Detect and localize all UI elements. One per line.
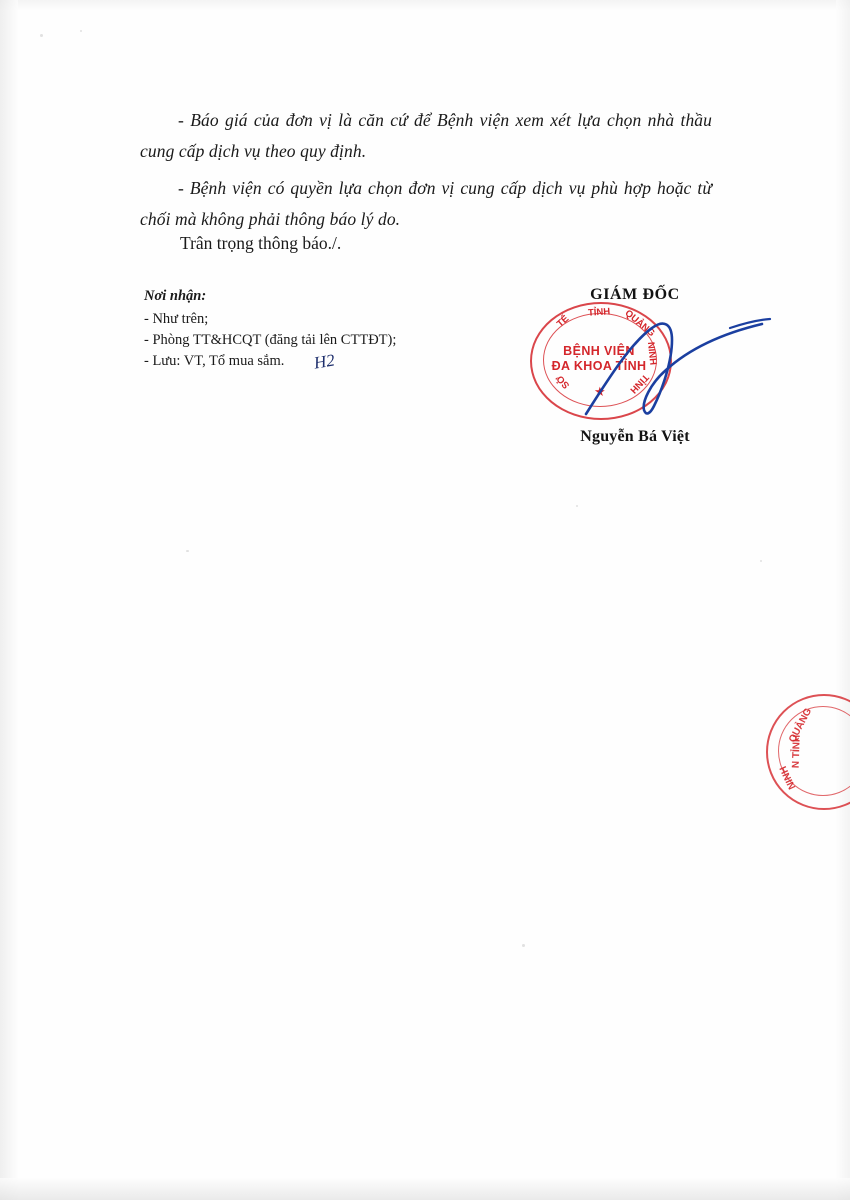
corner-stamp-text: N TỈNH	[790, 734, 803, 769]
partial-corner-stamp	[760, 690, 850, 815]
scan-edge-right	[836, 0, 850, 1200]
stamp-star-icon: ★	[594, 384, 606, 399]
paragraph-2	[140, 173, 712, 235]
closing-line	[140, 228, 712, 258]
scan-edge-bottom	[0, 1178, 850, 1200]
stamp-arc-text: TỈNH	[627, 371, 651, 396]
stamp-arc-text: TẾ	[554, 313, 572, 330]
scan-speck	[40, 34, 43, 37]
paragraph-1-text: - Báo giá của đơn vị là căn cứ để Bệnh viện xem xét lựa chọn nhà thầu cung cấp dịch vụ theo quy định.	[140, 110, 712, 161]
stamp-arc-text: NINH	[644, 341, 659, 366]
signature-area	[140, 286, 720, 476]
stamp-arc-text: SỞ	[554, 372, 573, 391]
signatory-title: GIÁM ĐỐC	[590, 286, 680, 303]
paragraph-1	[140, 105, 712, 167]
recipients-item: - Như trên;	[144, 311, 209, 327]
signatory-name: Nguyễn Bá Việt	[580, 428, 690, 445]
official-round-stamp	[530, 302, 672, 420]
stamp-arc-text: QUẢNG	[622, 307, 657, 340]
recipients-block	[144, 286, 444, 372]
corner-stamp-text: NINH	[778, 764, 799, 791]
scan-speck	[760, 560, 762, 562]
recipients-title: Nơi nhận:	[144, 288, 207, 304]
paragraph-2-text: - Bệnh viện có quyền lựa chọn đơn vị cung cấp dịch vụ phù hợp hoặc từ chối mà không phải thông báo lý do.	[140, 178, 712, 229]
stamp-core	[530, 302, 668, 416]
scan-speck	[186, 550, 189, 552]
body-text	[140, 105, 712, 241]
stamp-arc-text: TỈNH	[587, 306, 611, 319]
handwritten-initial: H2	[312, 350, 337, 373]
stamp-line-2: ĐA KHOA TỈNH	[551, 359, 647, 373]
scan-edge-top	[0, 0, 850, 10]
scan-speck	[576, 505, 578, 507]
recipients-item: - Phòng TT&HCQT (đăng tải lên CTTĐT);	[144, 332, 397, 348]
scan-speck	[80, 30, 82, 32]
stamp-line-1: BỆNH VIỆN	[563, 344, 635, 358]
corner-stamp-text: QUẢNG	[787, 706, 815, 745]
scan-edge-left	[0, 0, 18, 1200]
recipients-item: - Lưu: VT, Tổ mua sắm.	[144, 353, 285, 369]
closing-text: Trân trọng thông báo./.	[180, 233, 342, 253]
scan-speck	[522, 944, 525, 947]
